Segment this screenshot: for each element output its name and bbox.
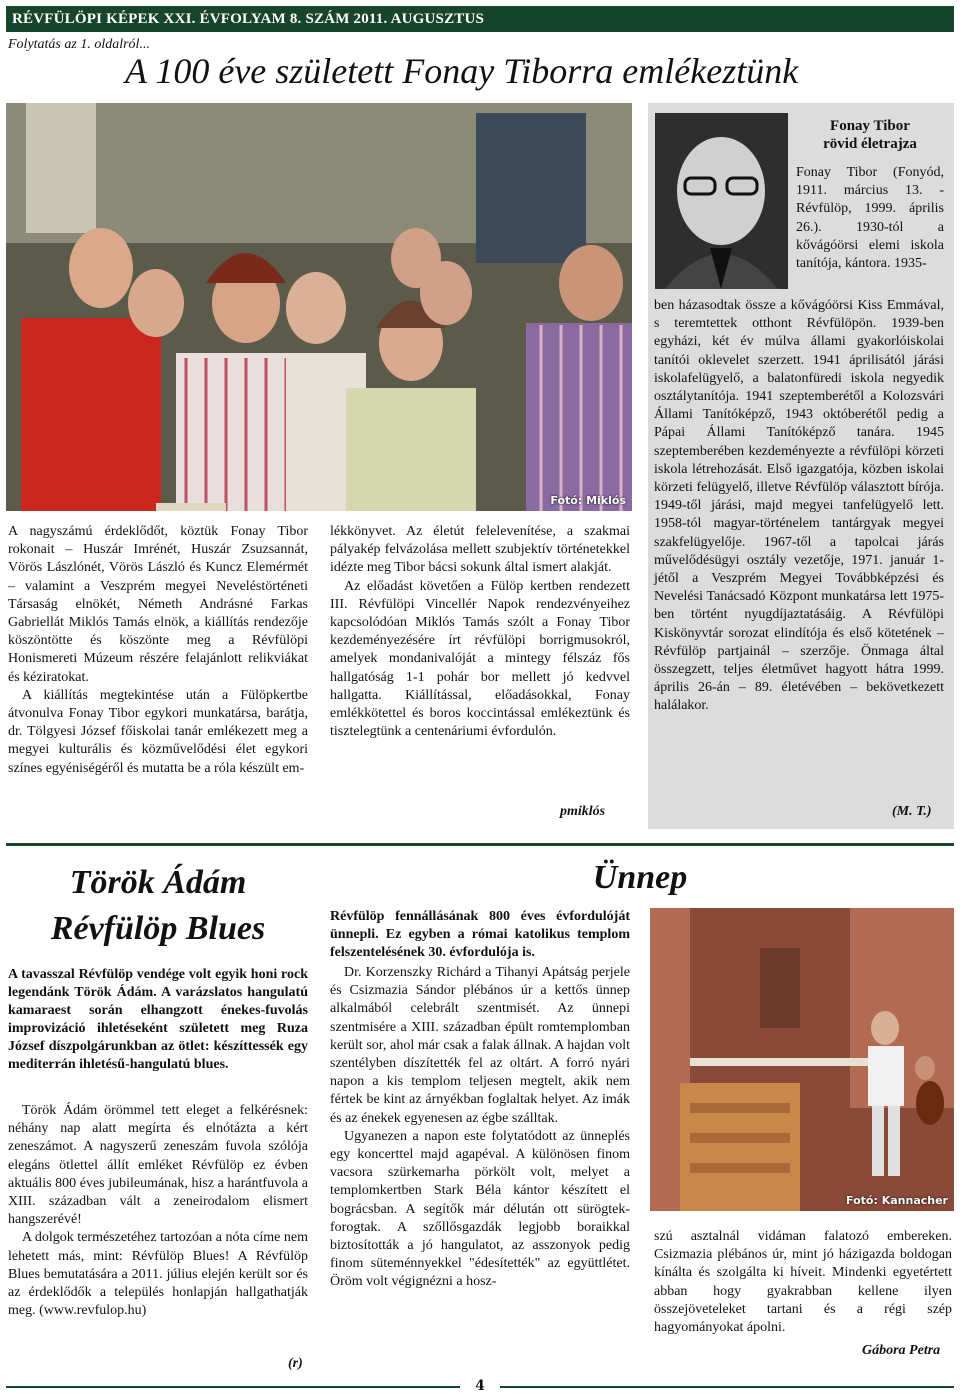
visitors-photo-illustration: [6, 103, 632, 511]
section-divider: [6, 843, 954, 846]
article3-paragraph: Dr. Korzenszky Richárd a Tihanyi Apátság perjele és Csizmazia Sándor plébános úr a kettős ünnep alkalmából celebrált szentmisét. Az ünnepi szentmisére a XIII. században épült romtemplomban került sor, ahol már csak a falak állnak. A hajdan volt szentélyben díszítették fel az oltárt. A forró nyári napon a kis templom teljesen megtelt, akik nem fértek be kint az árnyékban foglaltak helyet. Az imák és az énekek egyenesen az égbe szálltak.: [330, 965, 630, 1126]
article2-paragraph: Török Ádám örömmel tett eleget a felkérésnek: néhány nap alatt megírta és elnótázta a kért zeneszámot. A nagyszerű zeneszám fuvola szólója elegáns ötlettel állít emléket Révfülöp ez évben aktuális 800 éves jubileumának, hisz a harántfuvola a XIII. században vált a zeneirodalom elismert hangszerévé!: [8, 1103, 308, 1228]
article3-paragraph: Ugyanezen a napon este folytatódott az ünneplés egy koncerttel majd agapéval. A különösen finom vacsora szürkemarha pörkölt volt, melyet a templomkertben Stark Béla kántor készített el bográcsban. A segítők már délután ott sürögtek-forogtak. A szőllősgazdák legjobb boraikkal biztosították a jó hangulatot, az asszonyok pedig finom süteménnyekkel "édesítették" az együttlétet. Öröm volt végignézni a hosz-: [330, 1128, 630, 1290]
article3-signature: Gábora Petra: [862, 1343, 941, 1358]
masthead: RÉVFÜLÖPI KÉPEK XXI. ÉVFOLYAM 8. SZÁM 2011. AUGUSZTUS: [6, 6, 954, 32]
biography-title: [790, 117, 950, 153]
visitors-photo: [6, 103, 632, 511]
article1-paragraph: A nagyszámú érdeklődőt, köztük Fonay Tibor rokonait – Huszár Imrénét, Huszár Zsuzsannát, Vörös Lászlónét, Vörös László és Kuncz Elemérmét – valamint a Veszprém megyei Neveléstörténeti Társaság elnökét, Németh Andrásné Farkas Gabriellát Miklós Tamás elnök, a kiállítás rendezője köszöntötte és köszönte meg a Révfülöpi Honismereti Múzeum részére felajánlott relikviákat és kéziratokat.: [8, 524, 308, 685]
article3-body: [330, 964, 630, 1292]
church-photo-credit: Fotó: Kannacher: [846, 1194, 948, 1207]
bio-paragraph: Fonay Tibor (Fonyód, 1911. március 13. - Révfülöp, 1999. április 26.). 1930-tól a kővágóörsi elemi iskola tanítója, kántora. 1935-: [796, 165, 944, 272]
page-number: 4: [460, 1378, 500, 1394]
article1-col2: [330, 523, 630, 741]
bio-text-beside: [796, 164, 944, 273]
article3-title: Ünnep: [592, 859, 688, 896]
article1-paragraph: A kiállítás megtekintése után a Fülöpkertbe átvonulva Fonay Tibor egykori munkatársa, barátja, dr. Tölgyesi József főiskolai tanár emlékezett meg a megyei kulturális és közművelődési élet egykori színes egyéniségéről és mutatta be a róla készült em-: [8, 687, 308, 776]
article2-signature: (r): [288, 1356, 303, 1371]
bio-title-line2: rövid életrajza: [823, 136, 917, 152]
article2-paragraph: A dolgok természetéhez tartozóan a nóta címe nem lehetett más, mint: Révfülöp Blues! A Révfülöp Blues bemutatására a 2011. július elején került sor és az érdeklődők a település honlapján hallgathatják meg. (www.revfulop.hu): [8, 1230, 308, 1319]
bio-paragraph: ben házasodtak össze a kővágóörsi Kiss Emmával, s teremtettek otthont Révfülöpön. 1939-ben egyházi, két év múlva állami gyakorlóiskolai tanítói oklevelet szerzett. 1941 áprilisától járási iskolafelügyelő, a balatonfüredi iskola negyedik osztálytanítója. 1941 szeptemberétől a Kolozsvári Állami Tanítóképző, 1943 októberétől pedig a Pápai Állami Tanítóképző tanára. 1945 szeptemberében kezdeményezte a révfülöpi körzeti iskola létrehozását. Első igazgatója, közben iskolai körzeti felügyelő, illetve Révfülöp választott bírója. 1949-től járási, majd megyei tanfelügyelő lett. 1958-tól magyar-történelem tantárgyak megyei szakfelügyelője. 1967-től a tapolcai járás művelődésügyi osztály vezetője, 1971. január 1-jétől a Veszprém Megyei Továbbképzési és Nevelési Tanácsadó Központ munkatársa lett 1975-ben történt nyugdíjaztatásáig. A Révfülöpi Kiskönyvtár sorozat elindítója és első kötetének – Révfülöp partjainál – szerzője. Önmaga által összegzett, teljes életművet hagyott hátra 1999. április 26-án – 89. életévében – bekövetkezett halálakor.: [654, 298, 944, 714]
photo-credit: Fotó: Miklós: [550, 494, 626, 507]
article1-paragraph: Az előadást követően a Fülöp kertben rendezett III. Révfülöpi Vincellér Napok rendezvényeihez kapcsolódóan Miklós Tamás szólt a Fonay Tibor kezdeményezésére írt révfülöpi borrigmusokról, amelyek mondanivalóját a mintegy félszáz fős hallgatóság 1-1 pohár bor mellett jó kedvvel hallgatta. Kiállítással, előadásokkal, Fonay emlékkötettel és boros koccintással emlékeztünk és tisztelegtünk a centenáriumi évfordulón.: [330, 578, 630, 740]
portrait-illustration: [655, 113, 788, 289]
continued-note: Folytatás az 1. oldalról...: [8, 37, 150, 52]
article1-paragraph: lékkönyvet. Az életút felelevenítése, a szakmai pályakép felvázolása mellett szubjektív történetekkel idézte meg Tibor bácsi sokunk által ismert alakját.: [330, 524, 630, 576]
church-photo: [650, 908, 954, 1211]
article1-signature: pmiklós: [560, 804, 606, 819]
bio-text-body: [654, 297, 944, 716]
church-photo-illustration: [650, 908, 954, 1211]
article2-body: [8, 1102, 308, 1320]
main-title: A 100 éve született Fonay Tiborra emlékeztünk: [125, 51, 799, 91]
article2-lead: A tavasszal Révfülöp vendége volt egyik honi rock legendánk Török Ádám. A varázslatos hangulatú kamaraest során elhangzott énekes-fuvolás improvizáció ihletéseként született meg Ruza József díszpolgárunkban az ötlet: készíttessék egy mediterrán ihletésű-hangulatú blues.: [8, 967, 308, 1072]
article3-continued: [654, 1228, 952, 1337]
article2-title-line1: Török Ádám: [69, 864, 247, 901]
article2-title-line2: Révfülöp Blues: [50, 910, 266, 947]
bio-title-line1: Fonay Tibor: [830, 118, 910, 134]
bio-signature: (M. T.): [892, 804, 932, 819]
fonay-portrait: [655, 113, 788, 289]
article3-paragraph: szú asztalnál vidáman falatozó embereken. Csizmazia plébános úr, mint jó házigazda boldogan kínálta és szolgálta ki híveit. Mindenki egyetértett abban hogy gyakrabban kellene ilyen összejöveteleket tartani és a régi szép hagyományokat ápolni.: [654, 1229, 952, 1336]
article2-title: [8, 860, 308, 952]
article3-lead: Révfülöp fennállásának 800 éves évfordulóját ünnepli. Ez egyben a római katolikus templom felszentelésének 30. évfordulója is.: [330, 909, 630, 960]
article1-col1: [8, 523, 308, 778]
